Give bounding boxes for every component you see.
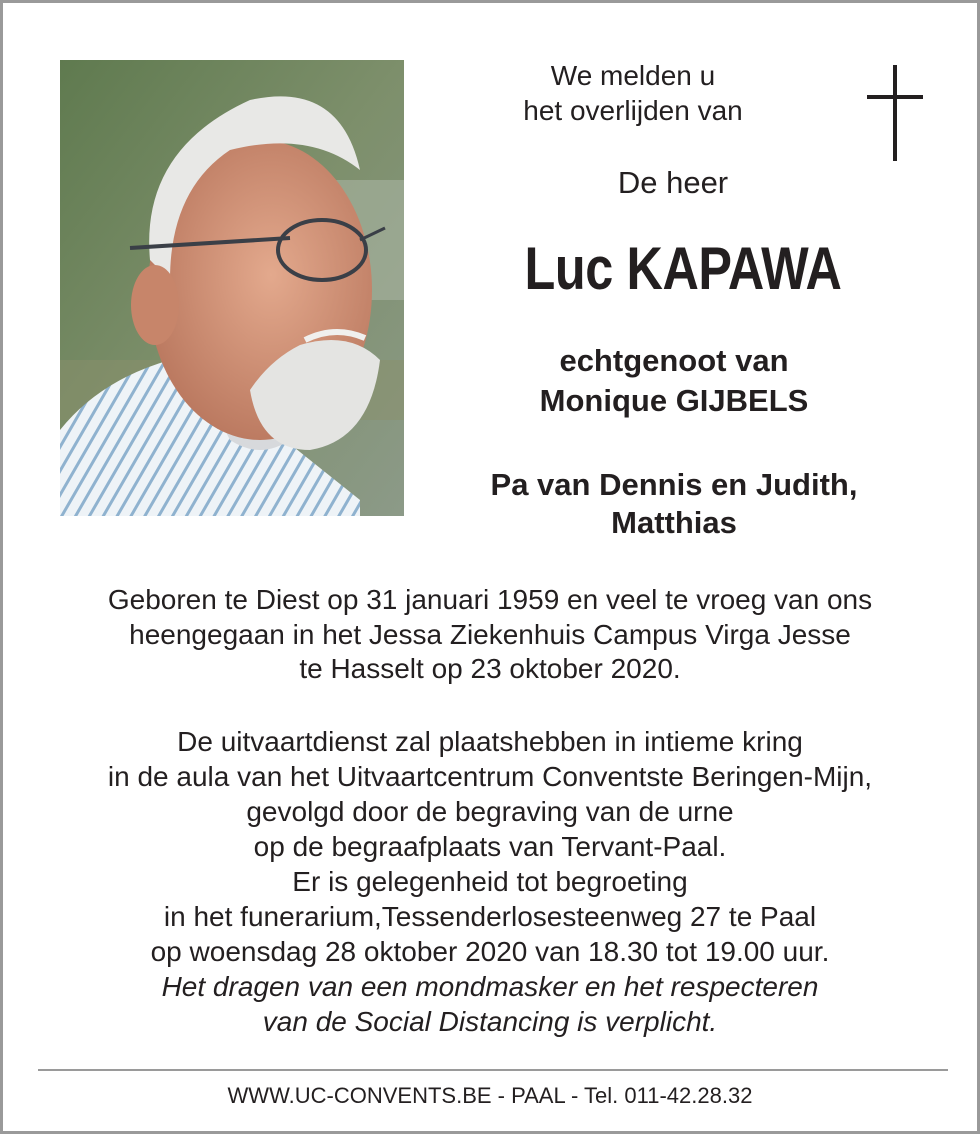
intro-line: We melden u bbox=[550, 60, 716, 91]
funeral-line: gevolgd door de begraving van de urne bbox=[246, 796, 734, 827]
portrait-photo bbox=[60, 60, 404, 516]
birth-death-text bbox=[23, 583, 957, 687]
children-line: Matthias bbox=[611, 505, 737, 540]
spouse-line: echtgenoot van bbox=[559, 343, 789, 378]
salutation: De heer bbox=[617, 165, 729, 200]
spouse-line: Monique GIJBELS bbox=[539, 383, 809, 418]
funeral-line: De uitvaartdienst zal plaatshebben in intieme kring bbox=[177, 726, 803, 757]
children-line: Pa van Dennis en Judith, bbox=[490, 467, 858, 502]
footer-contact: WWW.UC-CONVENTS.BE - PAAL - Tel. 011-42.28.32 bbox=[227, 1083, 753, 1108]
mask-notice: Het dragen van een mondmasker en het respecteren bbox=[161, 971, 819, 1002]
funeral-line: Er is gelegenheid tot begroeting bbox=[292, 866, 688, 897]
funeral-line: op woensdag 28 oktober 2020 van 18.30 tot 19.00 uur. bbox=[150, 936, 830, 967]
birth-line: heengegaan in het Jessa Ziekenhuis Campus Virga Jesse bbox=[129, 618, 851, 650]
deceased-name: Luc KAPAWA bbox=[524, 235, 842, 302]
divider bbox=[38, 1069, 948, 1071]
birth-line: te Hasselt op 23 oktober 2020. bbox=[299, 653, 681, 684]
intro-text bbox=[433, 58, 833, 128]
cross-icon bbox=[867, 65, 923, 161]
birth-line: Geboren te Diest op 31 januari 1959 en veel te vroeg van ons bbox=[107, 584, 873, 615]
spouse-text bbox=[424, 341, 924, 421]
funeral-line: in de aula van het Uitvaartcentrum Conventste Beringen-Mijn, bbox=[107, 761, 873, 792]
children-text bbox=[424, 466, 924, 542]
funeral-line: in het funerarium,Tessenderlosesteenweg 27 te Paal bbox=[163, 901, 817, 932]
funeral-text bbox=[23, 724, 957, 1039]
intro-line: het overlijden van bbox=[523, 95, 743, 126]
funeral-line: op de begraafplaats van Tervant-Paal. bbox=[253, 831, 727, 862]
mask-notice: van de Social Distancing is verplicht. bbox=[262, 1006, 718, 1037]
